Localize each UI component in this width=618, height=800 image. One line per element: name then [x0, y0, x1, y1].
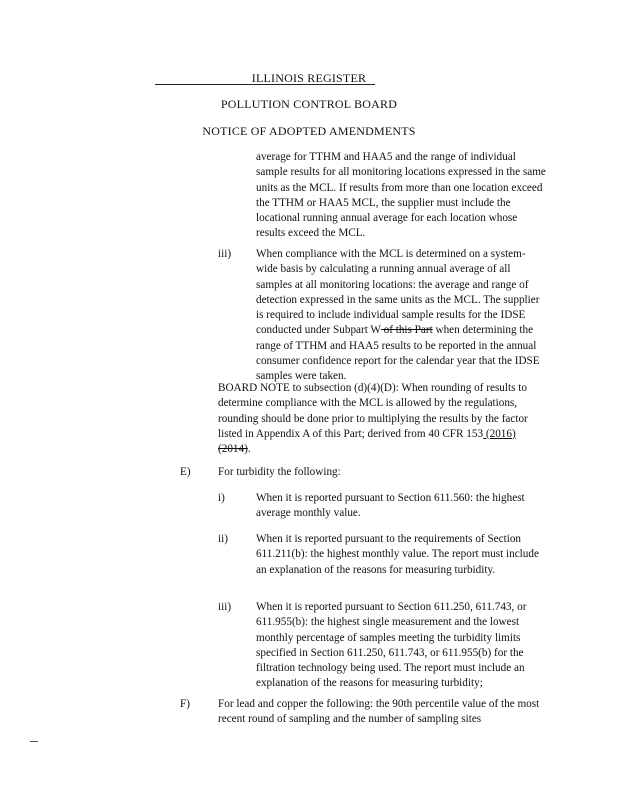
board-note	[218, 381, 546, 457]
paragraph-E-ii-label: ii)	[218, 533, 228, 545]
paragraph-E-i: When it is reported pursuant to Section 611.560: the highest average monthly value.	[256, 492, 525, 520]
paragraph-text: When compliance with the MCL is determined on a system-wide basis by calculating a running annual average of all samples at all monitoring locations: the average and range of detection expressed in the same units as the MCL. The supplier is required to include individual sample results for the IDSE conducted under Subpart W	[256, 248, 540, 337]
board-note-text: BOARD NOTE to subsection (d)(4)(D): When rounding of results to determine compliance with the MCL is allowed by the regulations, rounding should be done prior to multiplying the results by the factor listed in Appendix A of this Part; derived from 40 CFR 153	[218, 382, 528, 440]
notice-title: NOTICE OF ADOPTED AMENDMENTS	[202, 124, 416, 138]
deleted-text: of this Part	[380, 324, 433, 337]
paragraph-F-label: F)	[180, 698, 190, 710]
margin-mark	[30, 741, 38, 742]
register-title: ILLINOIS REGISTER	[251, 71, 367, 85]
deleted-text: (2014)	[218, 443, 248, 456]
paragraph-iii	[256, 247, 546, 385]
paragraph-text: when determining the range of TTHM and HAA5 results to be reported in the annual consumer confidence report for the calendar year that the IDSE samples were taken.	[256, 324, 540, 383]
board-note-end: .	[247, 443, 251, 456]
paragraph-iii-label: iii)	[218, 248, 232, 260]
paragraph-E-iii: When it is reported pursuant to Section 611.250, 611.743, or 611.955(b): the highest single measurement and the lowest monthly percentage of samples meeting the turbidity limits specified in Section 611.250, 611.743, or 611.955(b) for the filtration technology being used. The report must include an explanation of the reasons for measuring turbidity;	[256, 601, 527, 690]
paragraph-E-iii-label: iii)	[218, 601, 232, 613]
paragraph-F: For lead and copper the following: the 90th percentile value of the most recent round of sampling and the number of sampling sites	[218, 698, 540, 726]
inserted-text: (2016)	[483, 427, 516, 440]
paragraph-E-label: E)	[180, 466, 191, 478]
paragraph-ii-continued	[256, 150, 546, 242]
paragraph-E-ii: When it is reported pursuant to the requirements of Section 611.211(b): the highest monthly value. The report must include an explanation of the reasons for measuring turbidity.	[256, 533, 539, 576]
paragraph-E-i-label: i)	[218, 492, 225, 504]
paragraph-text: average for TTHM and HAA5 and the range of individual sample results for all monitoring locations expressed in the same units as the MCL. If results from more than one location exceed the TTHM or HAA5 MCL, the supplier must include the locational running annual average for each location whose results exceed the MCL.	[256, 151, 546, 240]
paragraph-E: For turbidity the following:	[218, 466, 341, 478]
board-title: POLLUTION CONTROL BOARD	[220, 97, 398, 111]
